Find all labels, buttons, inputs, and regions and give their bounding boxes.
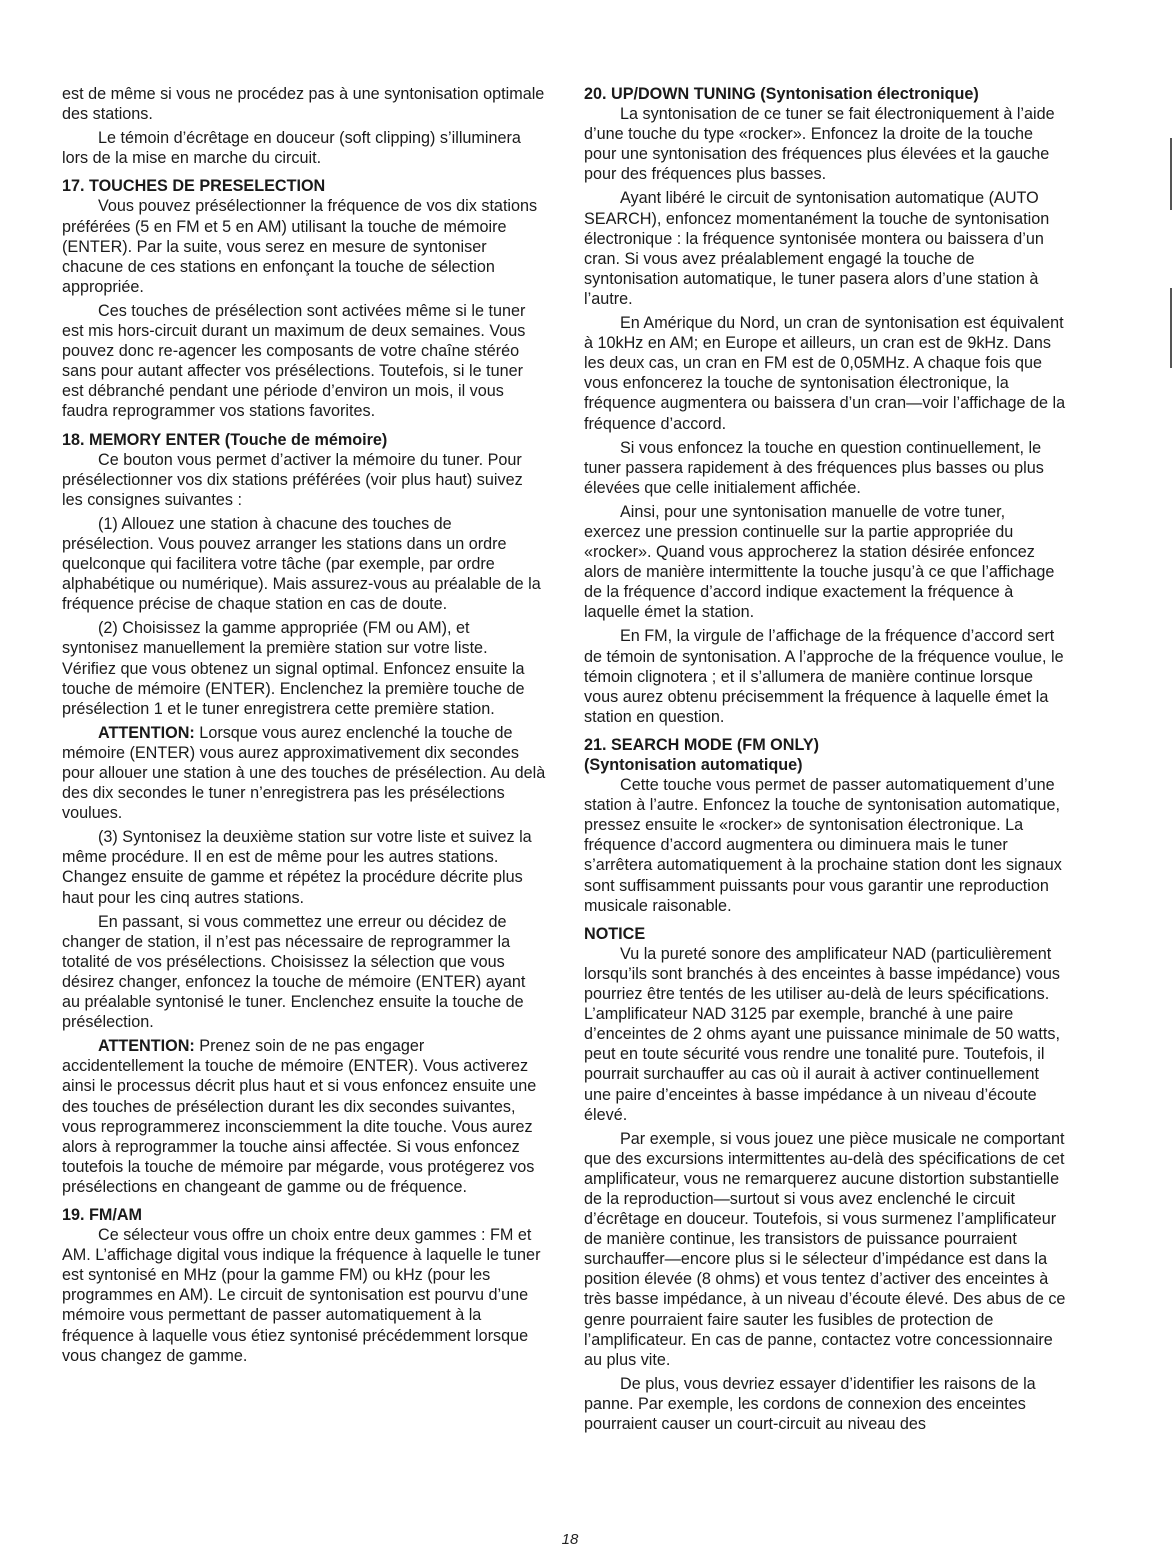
section-18-step-3: (3) Syntonisez la deuxième station sur votre liste et suivez la même procédure. Il en est de même pour les autres stations. Changez ensuite de gamme et répétez la procédure décrite plus haut pour les cinq autres stations.: [62, 828, 532, 907]
section-21-subtitle: (Syntonisation automatique): [584, 756, 803, 774]
notice-paragraph-1: Vu la pureté sonore des amplificateur NAD (particulièrement lorsqu’ils sont branchés à des enceintes à basse impédance) vous pourriez être tentés de les utiliser au-delà de leurs spécifications. L’amplificateur NAD 3125 par exemple, branché à une paire d’enceintes de 2 ohms ayant une puissance minimale de 50 watts, peut en toute sécurité vous rendre une tonalité pure. Toutefois, il pourrait surchauffer au cas où il aurait à activer continuellement une paire d’enceintes à basse impédance à un niveau d’écoute élevé.: [584, 944, 1061, 1124]
section-20-heading: 20. UP/DOWN TUNING (Syntonisation électronique): [584, 85, 979, 103]
left-column: [62, 84, 546, 1370]
notice-paragraph-2: Par exemple, si vous jouez une pièce musicale ne comportant que des excursions intermittentes au-delà des spécifications de cet amplificateur, vous ne remarquerez aucune distortion substantielle de la reproduction—surtout si vous avez enclenché le circuit d’écrêtage en douceur. Toutefois, si vous surmenez l’amplificateur de manière continue, les transistors de puissance pourraient surchauffer—encore plus si le sélecteur d’impédance est dans la position élevée (8 ohms) et vous tentez d’activer des enceintes à très basse impédance, à un niveau d’écoute élevé. Des abus de ce genre pourraient faire sauter les fusibles de protection de l’amplificateur. En cas de panne, contactez votre concessionnaire au plus vite.: [584, 1129, 1066, 1369]
section-17-paragraph-2: Ces touches de présélection sont activées même si le tuner est mis hors-circuit durant un maximum de deux semaines. Vous pouvez donc re-agencer les composants de votre chaîne stéréo sans pour autant affecter vos présélections. Toutefois, si le tuner est débranché pendant une période d’environ un mois, il vous faudra reprogrammer vos stations favorites.: [62, 301, 526, 421]
attention-1-text: Lorsque vous aurez enclenché la touche de mémoire (ENTER) vous aurez approximativement dix secondes pour allouer une station à une des touches de présélection. Au delà des dix secondes le tuner n’enregistrera pas les présélections voulues.: [62, 723, 546, 823]
section-20-paragraph-2: Ayant libéré le circuit de syntonisation automatique (AUTO SEARCH), enfoncez momentanément la touche de syntonisation électronique : la fréquence syntonisée montera ou baissera d’un cran. Si vous avez préalablement engagé la touche de syntonisation automatique, le tuner pasera alors d’une station à l’autre.: [584, 189, 1050, 308]
section-19-paragraph-1: Ce sélecteur vous offre un choix entre deux gammes : FM et AM. L’affichage digital vous indique la fréquence à laquelle le tuner est syntonisé en MHz (pour la gamme FM) ou kHz (pour les programmes en AM). Le circuit de syntonisation est pourvu d’une mémoire vous permettant de passer automatiquement à la fréquence à laquelle vous étiez syntonisé précédemment lorsque vous changez de gamme.: [62, 1226, 541, 1365]
section-18-paragraph-1: Ce bouton vous permet d’activer la mémoire du tuner. Pour présélectionner vos dix stations préférées (voir plus haut) suivez les consignes suivantes :: [62, 450, 523, 509]
attention-label-2: ATTENTION:: [98, 1037, 195, 1056]
scan-edge-mark-bottom: [1170, 288, 1172, 368]
section-18-heading: 18. MEMORY ENTER (Touche de mémoire): [62, 430, 388, 449]
paragraph-soft-clipping: Le témoin d’écrêtage en douceur (soft clipping) s’illuminera lors de la mise en marche du circuit.: [62, 129, 521, 168]
page-number: 18: [561, 1531, 579, 1548]
section-18-attention-2: [62, 1036, 546, 1197]
section-18-attention-1: [62, 723, 546, 823]
section-20-paragraph-6: En FM, la virgule de l’affichage de la fréquence d’accord sert de témoin de syntonisation. A l’approche de la fréquence voulue, le témoin clignotera ; et il s’allumera de manière continue lorsque vous aurez obtenu précisemment la fréquence à laquelle émet la station en question.: [584, 627, 1064, 726]
section-21-heading: [584, 735, 1066, 775]
right-column: [584, 84, 1066, 1438]
section-17-heading: 17. TOUCHES DE PRESELECTION: [62, 177, 326, 196]
section-20-paragraph-5: Ainsi, pour une syntonisation manuelle de votre tuner, exercez une pression continuelle sur la partie appropriée du «rocker». Quand vous approcherez la station désirée enfoncez alors de manière intermittente la touche jusqu’à ce que l’affichage de la fréquence d’accord indique exactement la fréquence à laquelle émet la station.: [584, 502, 1055, 622]
section-18-step-2: (2) Choisissez la gamme appropriée (FM ou AM), et syntonisez manuellement la première station sur votre liste. Vérifiez que vous obtenez un signal optimal. Enfoncez ensuite la touche de mémoire (ENTER). Enclenchez la première touche de présélection 1 et le tuner enregistrera cette première station.: [62, 619, 525, 718]
section-21-title: 21. SEARCH MODE (FM ONLY): [584, 735, 820, 754]
attention-2-text: Prenez soin de ne pas engager accidentellement la touche de mémoire (ENTER). Vous activerez ainsi le processus décrit plus haut et si vous enfoncez ensuite une des touches de présélection durant les dix secondes suivantes, vous reprogrammerez inconsciemment la dite touche. Vous aurez alors à reprogrammer la touche ainsi affectée. Si vous enfoncez toutefois la touche de mémoire par mégarde, vous protégerez vos présélections en changeant de gamme ou de fréquence.: [62, 1037, 537, 1196]
section-20-paragraph-4: Si vous enfoncez la touche en question continuellement, le tuner passera rapidement à des fréquences plus basses ou plus élevées que celle initialement affichée.: [584, 438, 1044, 497]
section-18-step-1: (1) Allouez une station à chacune des touches de présélection. Vous pouvez arranger les stations dans un ordre quelconque qui facilitera votre tâche (par exemple, par ordre alphabétique ou numérique). Mais assurez-vous au préalable de la fréquence précise de chaque station en cas de doute.: [62, 514, 541, 614]
paragraph-intro-continued: est de même si vous ne procédez pas à une syntonisation optimale des stations.: [62, 85, 545, 124]
section-19-heading: 19. FM/AM: [62, 1205, 143, 1224]
notice-paragraph-3: De plus, vous devriez essayer d’identifier les raisons de la panne. Par exemple, les cordons de connexion des enceintes pourraient causer un court-circuit au niveau des: [584, 1374, 1036, 1433]
section-20-paragraph-3: En Amérique du Nord, un cran de syntonisation est équivalent à 10kHz en AM; en Europe et ailleurs, un cran est de 9kHz. Dans les deux cas, un cran en FM est de 0,05MHz. A chaque fois que vous enfoncerez la touche de syntonisation électronique, la fréquence augmentera ou baissera d’un cran—voir l’affichage de la fréquence d’accord.: [584, 314, 1066, 433]
section-20-paragraph-1: La syntonisation de ce tuner se fait électroniquement à l’aide d’une touche du type «rocker». Enfoncez la droite de la touche pour une syntonisation des fréquences plus élevées et la gauche pour des fréquences plus basses.: [584, 105, 1055, 184]
attention-label: ATTENTION:: [98, 723, 195, 742]
notice-heading: NOTICE: [584, 924, 646, 943]
section-21-paragraph-1: Cette touche vous permet de passer automatiquement d’une station à l’autre. Enfoncez la touche de syntonisation automatique, pressez ensuite le «rocker» de syntonisation électronique. La fréquence d’accord augmentera ou diminuera mais le tuner s’arrêtera automatiquement à la prochaine station dont les signaux sont suffisamment puissants pour vous garantir une reproduction musicale raisonable.: [584, 776, 1062, 915]
section-18-paragraph-correction: En passant, si vous commettez une erreur ou décidez de changer de station, il n’est pas nécessaire de reprogrammer la totalité de vos présélections. Choisissez la sélection que vous désirez changer, enfoncez la touche de mémoire (ENTER) ayant au préalable syntonisé le tuner. Enclenchez ensuite la touche de présélection.: [62, 912, 526, 1032]
scan-edge-mark-top: [1170, 138, 1172, 210]
section-17-paragraph-1: Vous pouvez présélectionner la fréquence de vos dix stations préférées (5 en FM et 5 en AM) utilisant la touche de mémoire (ENTER). Par la suite, vous serez en mesure de syntoniser chacune de ces stations en enfonçant la touche de sélection appropriée.: [62, 197, 538, 296]
